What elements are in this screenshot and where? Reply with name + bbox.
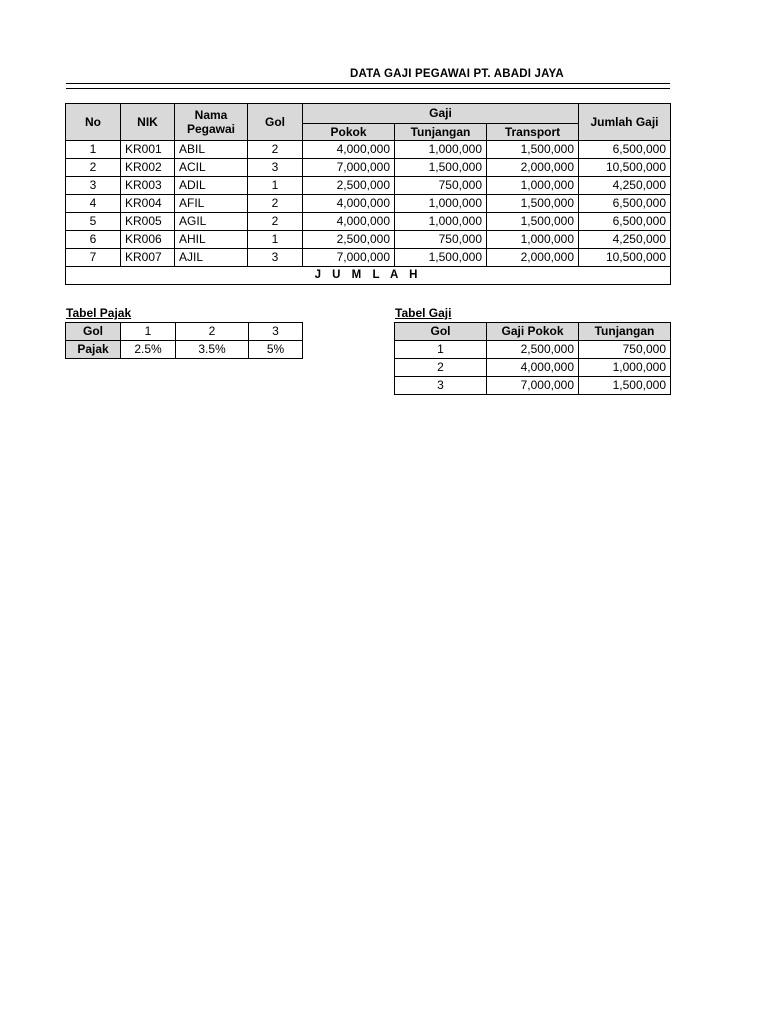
tabel-pajak-caption: Tabel Pajak xyxy=(66,306,132,320)
cell-pokok: 4,000,000 xyxy=(303,213,395,231)
cell-pokok: 2,500,000 xyxy=(303,231,395,249)
header-row-top xyxy=(66,104,671,124)
document-title-text: DATA GAJI PEGAWAI PT. ABADI JAYA xyxy=(350,68,564,80)
cell-no: 6 xyxy=(66,231,121,249)
header-gol: Gol xyxy=(248,104,303,141)
cell-transport: 1,500,000 xyxy=(487,141,579,159)
cell-transport: 1,500,000 xyxy=(487,195,579,213)
cell-tunjangan: 1,000,000 xyxy=(395,141,487,159)
tax-rate-value: 3.5% xyxy=(176,341,249,359)
cell-gol: 3 xyxy=(248,249,303,267)
cell-pokok: 7,000,000 xyxy=(303,159,395,177)
cell-jumlah: 4,250,000 xyxy=(579,177,671,195)
header-pokok: Pokok xyxy=(303,124,395,141)
cell-tunjangan: 1,000,000 xyxy=(395,195,487,213)
tabel-gaji-caption: Tabel Gaji xyxy=(395,306,452,320)
cell-no: 3 xyxy=(66,177,121,195)
cell-jumlah: 6,500,000 xyxy=(579,195,671,213)
tax-gol-value: 2 xyxy=(176,323,249,341)
tax-gol-value: 3 xyxy=(249,323,303,341)
table-row xyxy=(395,341,671,359)
cell-jumlah: 4,250,000 xyxy=(579,231,671,249)
cell-pokok: 7,000,000 xyxy=(303,249,395,267)
cell-nik: KR002 xyxy=(121,159,175,177)
cell-tunjangan: 750,000 xyxy=(395,231,487,249)
cell-jumlah: 6,500,000 xyxy=(579,213,671,231)
table-row xyxy=(66,141,671,159)
cell-nik: KR004 xyxy=(121,195,175,213)
table-row xyxy=(66,213,671,231)
table-row xyxy=(66,159,671,177)
tax-rate-value: 2.5% xyxy=(121,341,176,359)
tax-gol-row xyxy=(66,323,303,341)
cell-nik: KR005 xyxy=(121,213,175,231)
header-transport: Transport xyxy=(487,124,579,141)
cell-transport: 1,000,000 xyxy=(487,231,579,249)
cell-no: 5 xyxy=(66,213,121,231)
tax-rate-label: Pajak xyxy=(66,341,121,359)
total-label: J U M L A H xyxy=(66,267,671,285)
tax-rate-value: 5% xyxy=(249,341,303,359)
salary-ref-gol: 2 xyxy=(395,359,487,377)
cell-nik: KR006 xyxy=(121,231,175,249)
table-row xyxy=(66,177,671,195)
header-nama-line2: Pegawai xyxy=(186,122,236,136)
cell-nik: KR003 xyxy=(121,177,175,195)
header-jumlah-gaji: Jumlah Gaji xyxy=(579,104,671,141)
salary-ref-gaji-pokok: 2,500,000 xyxy=(487,341,579,359)
salary-ref-header-gol: Gol xyxy=(395,323,487,341)
total-row xyxy=(66,267,671,285)
salary-reference-table xyxy=(394,322,671,395)
cell-gol: 1 xyxy=(248,231,303,249)
header-gaji: Gaji xyxy=(303,104,579,124)
tax-gol-label: Gol xyxy=(66,323,121,341)
salary-ref-tunjangan: 750,000 xyxy=(579,341,671,359)
header-nama-line1: Nama xyxy=(194,108,228,122)
cell-tunjangan: 1,500,000 xyxy=(395,159,487,177)
cell-jumlah: 10,500,000 xyxy=(579,159,671,177)
cell-gol: 2 xyxy=(248,195,303,213)
cell-nama: AHIL xyxy=(175,231,248,249)
cell-nama: AFIL xyxy=(175,195,248,213)
table-row xyxy=(66,195,671,213)
salary-ref-header-row xyxy=(395,323,671,341)
cell-transport: 1,000,000 xyxy=(487,177,579,195)
salary-ref-gol: 1 xyxy=(395,341,487,359)
tax-gol-value: 1 xyxy=(121,323,176,341)
tax-rate-row xyxy=(66,341,303,359)
cell-gol: 1 xyxy=(248,177,303,195)
salary-ref-header-tunjangan: Tunjangan xyxy=(579,323,671,341)
cell-pokok: 4,000,000 xyxy=(303,195,395,213)
header-no: No xyxy=(66,104,121,141)
cell-jumlah: 10,500,000 xyxy=(579,249,671,267)
cell-nik: KR007 xyxy=(121,249,175,267)
title-double-rule xyxy=(66,83,670,89)
cell-jumlah: 6,500,000 xyxy=(579,141,671,159)
cell-gol: 2 xyxy=(248,213,303,231)
cell-nama: ACIL xyxy=(175,159,248,177)
salary-data-table xyxy=(65,103,671,285)
header-nik: NIK xyxy=(121,104,175,141)
salary-ref-gol: 3 xyxy=(395,377,487,395)
table-row xyxy=(66,249,671,267)
cell-transport: 2,000,000 xyxy=(487,249,579,267)
header-nama-pegawai xyxy=(175,104,248,141)
cell-gol: 3 xyxy=(248,159,303,177)
cell-nama: ABIL xyxy=(175,141,248,159)
table-row xyxy=(395,359,671,377)
table-row xyxy=(395,377,671,395)
cell-tunjangan: 1,000,000 xyxy=(395,213,487,231)
header-tunjangan: Tunjangan xyxy=(395,124,487,141)
cell-nik: KR001 xyxy=(121,141,175,159)
cell-no: 2 xyxy=(66,159,121,177)
salary-ref-gaji-pokok: 4,000,000 xyxy=(487,359,579,377)
cell-no: 4 xyxy=(66,195,121,213)
cell-tunjangan: 750,000 xyxy=(395,177,487,195)
cell-tunjangan: 1,500,000 xyxy=(395,249,487,267)
table-row xyxy=(66,231,671,249)
cell-no: 1 xyxy=(66,141,121,159)
cell-gol: 2 xyxy=(248,141,303,159)
cell-pokok: 4,000,000 xyxy=(303,141,395,159)
cell-transport: 2,000,000 xyxy=(487,159,579,177)
cell-no: 7 xyxy=(66,249,121,267)
salary-ref-tunjangan: 1,500,000 xyxy=(579,377,671,395)
cell-nama: AJIL xyxy=(175,249,248,267)
cell-pokok: 2,500,000 xyxy=(303,177,395,195)
salary-ref-gaji-pokok: 7,000,000 xyxy=(487,377,579,395)
cell-transport: 1,500,000 xyxy=(487,213,579,231)
cell-nama: ADIL xyxy=(175,177,248,195)
cell-nama: AGIL xyxy=(175,213,248,231)
salary-ref-tunjangan: 1,000,000 xyxy=(579,359,671,377)
salary-ref-header-gaji-pokok: Gaji Pokok xyxy=(487,323,579,341)
tax-table xyxy=(65,322,303,359)
